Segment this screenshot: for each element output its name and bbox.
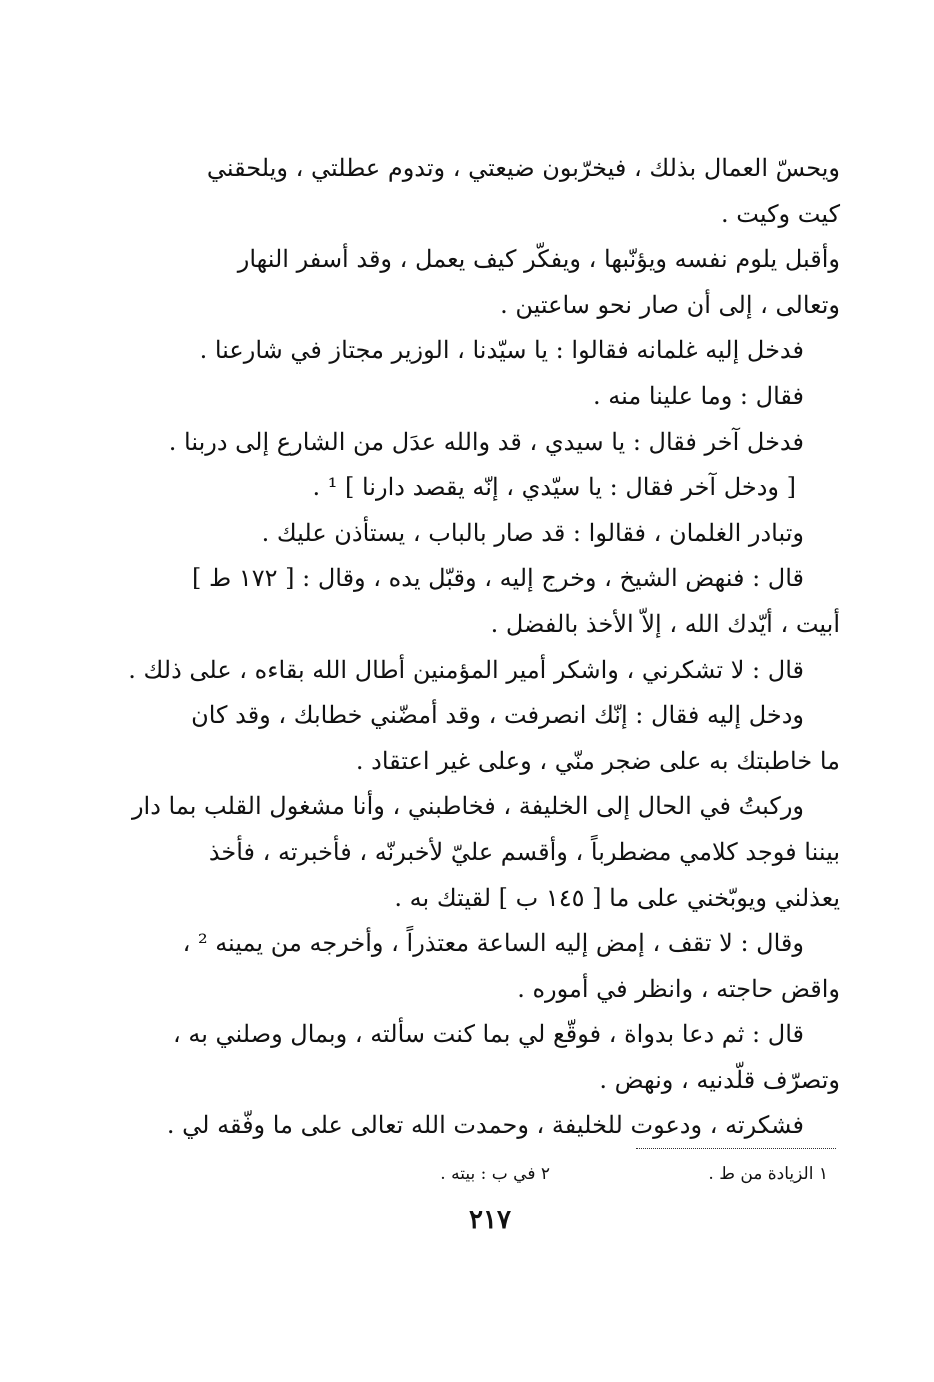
text-line-13: ودخل إليه فقال : إنّك انصرفت ، وقد أمضّني خطابك ، وقد كان	[191, 701, 804, 730]
footnote-1: ١ الزيادة من ط .	[708, 1164, 828, 1184]
text-line-17: يعذلني ويوبّخني على ما [ ١٤٥ ب ] لقيتك به .	[394, 883, 840, 912]
text-line-18: وقال : لا تقف ، إمض إليه الساعة معتذراً ، وأخرجه من يمينه ² ،	[182, 929, 804, 958]
text-line-14: ما خاطبتك به على ضجر منّي ، وعلى غير اعتقاد .	[355, 746, 840, 775]
text-line-19: واقض حاجته ، وانظر في أموره .	[517, 974, 840, 1003]
footnotes	[380, 1160, 840, 1188]
text-line-5: فدخل إليه غلمانه فقالوا : يا سيّدنا ، الوزير مجتاز في شارعنا .	[199, 336, 804, 365]
main-text	[128, 146, 840, 1149]
text-line-4: وتعالى ، إلى أن صار نحو ساعتين .	[500, 290, 840, 319]
text-line-22: فشكرته ، ودعوت للخليفة ، وحمدت الله تعالى على ما وفّقه لي .	[166, 1111, 804, 1140]
text-line-2: كيت وكيت .	[721, 199, 840, 228]
text-line-11: أبيت ، أيّدك الله ، إلاّ الأخذ بالفضل .	[490, 609, 840, 638]
text-line-16: بيننا فوجد كلامي مضطرباً ، وأقسم عليّ لأخبرنّه ، فأخبرته ، فأخذ	[208, 837, 840, 866]
text-line-8: [ ودخل آخر فقال : يا سيّدي ، إنّه يقصد دارنا ] ¹ .	[312, 473, 796, 502]
text-line-1: ويحسّ العمال بذلك ، فيخرّبون ضيعتي ، وتدوم عطلتي ، ويلحقني	[206, 154, 840, 182]
page-number: ٢١٧	[469, 1205, 511, 1235]
text-line-15: وركبتُ في الحال إلى الخليفة ، فخاطبني ، وأنا مشغول القلب بما دار	[131, 792, 804, 821]
text-line-12: قال : لا تشكرني ، واشكر أمير المؤمنين أطال الله بقاءه ، على ذلك .	[128, 655, 804, 684]
text-line-3: وأقبل يلوم نفسه ويؤنّبها ، ويفكّر كيف يعمل ، وقد أسفر النهار	[237, 245, 840, 274]
footnote-2: ٢ في ب : بيته .	[440, 1164, 550, 1184]
text-line-9: وتبادر الغلمان ، فقالوا : قد صار بالباب ، يستأذن عليك .	[261, 518, 804, 547]
text-line-7: فدخل آخر فقال : يا سيدي ، قد والله عدَل من الشارع إلى دربنا .	[168, 427, 804, 456]
text-line-6: فقال : وما علينا منه .	[592, 381, 804, 410]
text-line-20: قال : ثم دعا بدواة ، فوقّع لي بما كنت سألته ، وبمال وصلني به ،	[172, 1020, 804, 1049]
text-line-10: قال : فنهض الشيخ ، وخرج إليه ، وقبّل يده ، وقال : [ ١٧٢ ط ]	[192, 564, 804, 593]
footnote-divider	[636, 1148, 836, 1149]
text-line-21: وتصرّف قلّدنيه ، ونهض .	[599, 1065, 840, 1094]
